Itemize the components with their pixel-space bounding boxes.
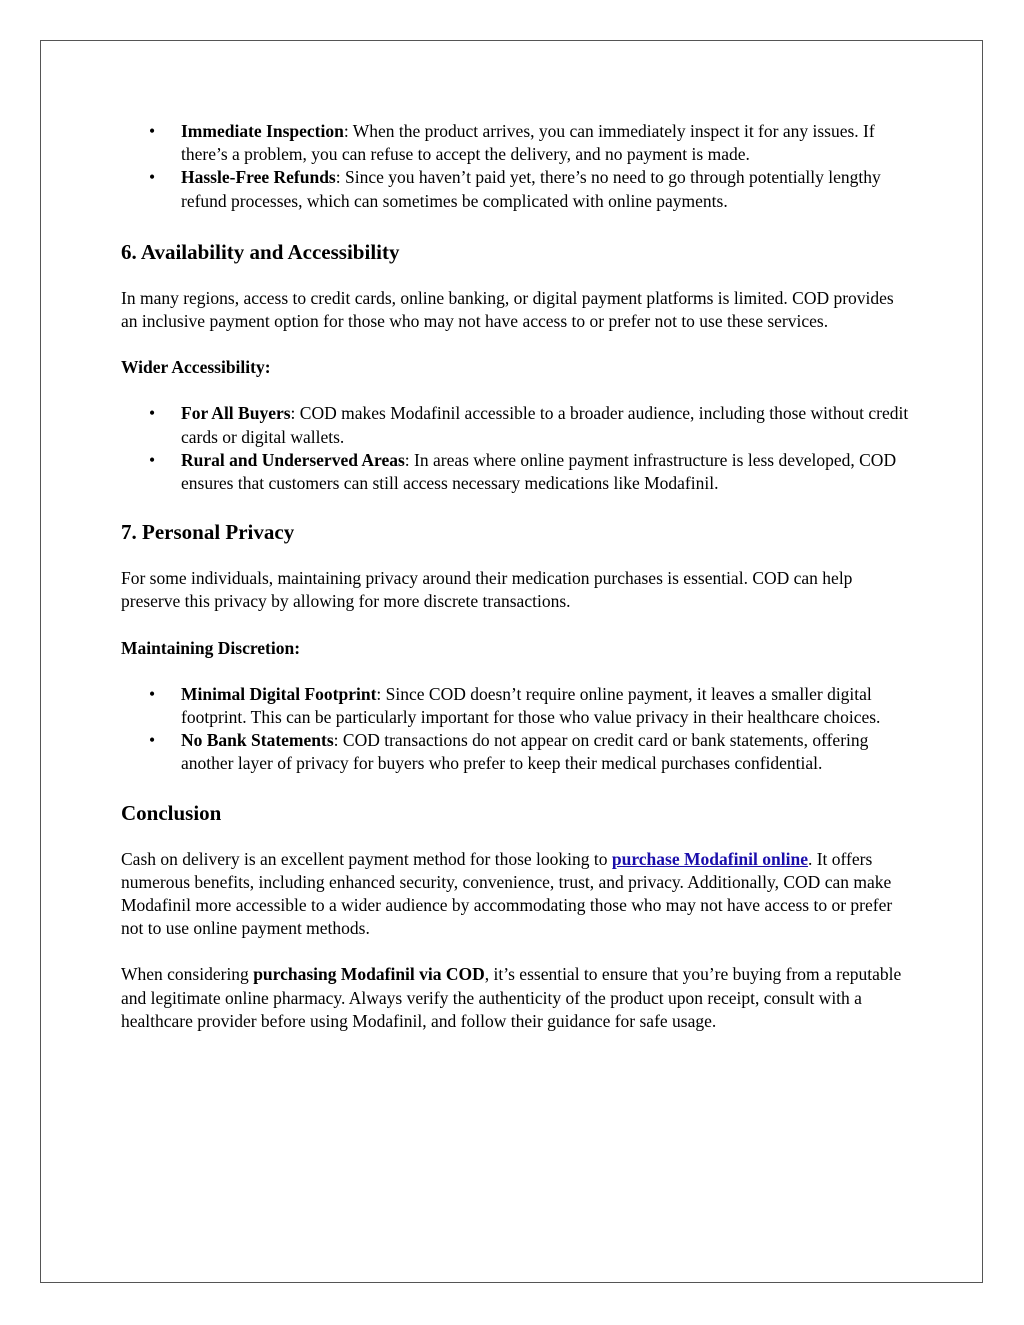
item-term: Minimal Digital Footprint [181,683,377,704]
section-heading-availability: 6. Availability and Accessibility [121,239,400,264]
bullet-icon: • [149,449,156,470]
list-item [121,683,911,729]
subheading-wider-accessibility: Wider Accessibility: [121,357,271,378]
inspection-refund-list [121,120,911,213]
section-heading-conclusion: Conclusion [121,800,222,825]
emphasis-text: purchasing Modafinil via COD [253,964,485,985]
text-run: . It offers numerous benefits, including enhanced security, convenience, trust, and privacy. Additionally, COD can make Modafinil more accessible to a wider audience by accommodating those who may not have access to or prefer not to use online payment methods. [121,848,893,939]
item-term: For All Buyers [181,403,291,424]
item-text: : COD makes Modafinil accessible to a broader audience, including those without credit cards or digital wallets. [181,403,909,447]
bullet-icon: • [149,403,156,424]
purchase-modafinil-link[interactable]: purchase Modafinil online [611,848,808,869]
bullet-icon: • [149,683,156,704]
bullet-icon: • [149,730,156,751]
item-text: : Since COD doesn’t require online payment, it leaves a smaller digital footprint. This can be particularly important for those who value privacy in their healthcare choices. [181,683,881,728]
item-text: : Since you haven’t paid yet, there’s no need to go through potentially lengthy refund processes, which can sometimes be complicated with online payments. [181,167,881,211]
item-term: Rural and Underserved Areas [181,449,405,470]
list-item [121,166,911,212]
list-item [121,402,911,448]
subheading-maintaining-discretion: Maintaining Discretion: [121,637,301,658]
item-text: : When the product arrives, you can immediately inspect it for any issues. If there’s a problem, you can refuse to accept the delivery, and no payment is made. [181,121,875,165]
bullet-icon: • [149,121,156,141]
item-text: : In areas where online payment infrastructure is less developed, COD ensures that customers can still access necessary medications like Modafinil. [181,449,897,494]
text-run: , it’s essential to ensure that you’re buying from a reputable and legitimate online pharmacy. Always verify the authenticity of the product upon receipt, consult with a healthcare provider before using Modafinil, and follow their guidance for safe usage. [121,964,902,1031]
section-heading-privacy: 7. Personal Privacy [121,520,295,545]
conclusion-paragraph-1 [121,848,911,941]
bullet-icon: • [149,167,156,188]
text-run: When considering [121,964,254,985]
discretion-list [121,683,911,776]
text-run: Cash on delivery is an excellent payment method for those looking to [121,848,612,869]
item-text: : COD transactions do not appear on credit card or bank statements, offering another layer of privacy for buyers who prefer to keep their medical purchases confidential. [181,730,869,774]
privacy-paragraph: For some individuals, maintaining privacy around their medication purchases is essential. COD can help preserve this privacy by allowing for more discrete transactions. [121,568,853,612]
list-item [121,120,911,166]
item-term: No Bank Statements [181,730,334,751]
list-item [121,729,911,775]
accessibility-list [121,402,911,495]
item-term: Immediate Inspection [181,121,344,141]
document-body [121,120,911,1033]
availability-paragraph: In many regions, access to credit cards, online banking, or digital payment platforms is limited. COD provides an inclusive payment option for those who may not have access to or prefer not to use these services. [121,287,894,332]
conclusion-paragraph-2 [121,963,911,1033]
list-item [121,449,911,495]
item-term: Hassle-Free Refunds [181,167,336,188]
